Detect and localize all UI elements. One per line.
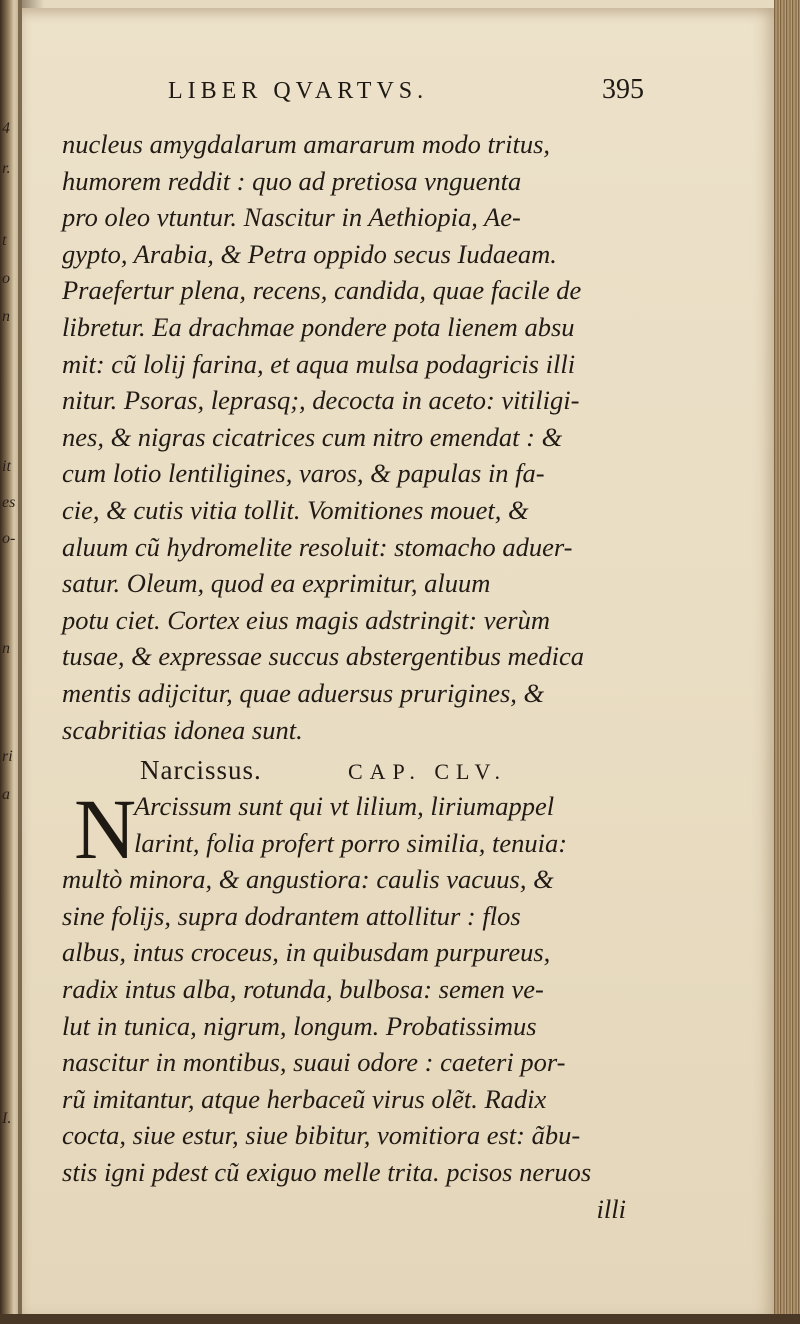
- text-line: multò minora, & angustiora: caulis vacuus, &: [62, 864, 554, 895]
- chapter-title: Narcissus.: [140, 755, 262, 786]
- drop-cap-initial: N: [74, 781, 137, 878]
- margin-fragment: 4: [2, 120, 10, 137]
- text-line: aluum cũ hydromelite resoluit: stomacho aduer-: [62, 531, 573, 562]
- binding-edge: [0, 1314, 800, 1324]
- text-line: stis igni pdest cũ exiguo melle trita. pcisos neruos: [62, 1157, 592, 1188]
- text-line: lut in tunica, nigrum, longum. Probatissimus: [62, 1010, 537, 1041]
- text-line: libretur. Ea drachmae pondere pota lienem absu: [62, 311, 575, 342]
- text-line: mit: cũ lolij farina, et aqua mulsa podagricis illi: [62, 348, 576, 379]
- text-line: pro oleo vtuntur. Nascitur in Aethiopia, Ae-: [62, 202, 521, 233]
- text-line: cum lotio lentiligines, varos, & papulas in fa-: [62, 458, 545, 489]
- text-line: humorem reddit : quo ad pretiosa vnguenta: [62, 165, 522, 196]
- text-line: scabritias idonea sunt.: [62, 714, 303, 745]
- margin-fragment: it: [2, 458, 11, 475]
- text-line: satur. Oleum, quod ea exprimitur, aluum: [62, 568, 491, 599]
- text-line: nes, & nigras cicatrices cum nitro emendat : &: [62, 421, 563, 452]
- page-header: [150, 74, 670, 112]
- margin-fragment: o-: [2, 530, 16, 547]
- text-line: mentis adijcitur, quae aduersus prurigines, &: [62, 677, 545, 708]
- margin-fragment: a: [2, 786, 10, 803]
- text-line: gypto, Arabia, & Petra oppido secus Iudaeam.: [62, 238, 557, 269]
- text-line: rũ imitantur, atque herbaceũ virus olẽt. Radix: [62, 1083, 547, 1114]
- margin-fragment: n: [2, 308, 10, 325]
- text-line: cie, & cutis vitia tollit. Vomitiones mouet, &: [62, 494, 529, 525]
- text-line: sine folijs, supra dodrantem attollitur : flos: [62, 900, 521, 931]
- catchword-line: [62, 1191, 626, 1228]
- margin-fragment: ri: [2, 748, 13, 765]
- text-line: potu ciet. Cortex eius magis adstringit: verùm: [62, 604, 550, 635]
- body-text: [62, 126, 626, 1227]
- text-line: cocta, siue estur, siue bibitur, vomitiora est: ãbu-: [62, 1120, 581, 1151]
- running-head: LIBER QVARTVS.: [168, 78, 429, 104]
- chapter-number: CAP. CLV.: [348, 759, 508, 785]
- page-number: 395: [602, 74, 644, 105]
- catchword: illi: [596, 1193, 626, 1224]
- text-line: Arcissum sunt qui vt lilium, liriumappel: [134, 791, 555, 822]
- margin-fragment: I.: [2, 1110, 12, 1127]
- chapter-heading: [62, 750, 622, 788]
- margin-fragment: o: [2, 270, 10, 287]
- drop-cap-paragraph: [62, 781, 622, 878]
- page-stack-edge: [774, 0, 800, 1324]
- text-line: tusae, & expressae succus abstergentibus medica: [62, 641, 585, 672]
- text-line: nitur. Psoras, leprasq;, decocta in aceto: vitiligi-: [62, 385, 580, 416]
- text-line: nucleus amygdalarum amararum modo tritus,: [62, 129, 551, 159]
- text-line: albus, intus croceus, in quibusdam purpureus,: [62, 937, 551, 968]
- text-line: Praefertur plena, recens, candida, quae facile de: [62, 275, 582, 306]
- margin-fragment: es: [2, 494, 16, 511]
- margin-fragment: r.: [2, 160, 11, 177]
- text-line: nascitur in montibus, suaui odore : caeteri por-: [62, 1047, 566, 1078]
- margin-fragment: t: [2, 232, 7, 249]
- text-line: radix intus alba, rotunda, bulbosa: semen ve-: [62, 974, 544, 1005]
- text-line: larint, folia profert porro similia, tenuia:: [134, 827, 568, 858]
- margin-fragment: n: [2, 640, 10, 657]
